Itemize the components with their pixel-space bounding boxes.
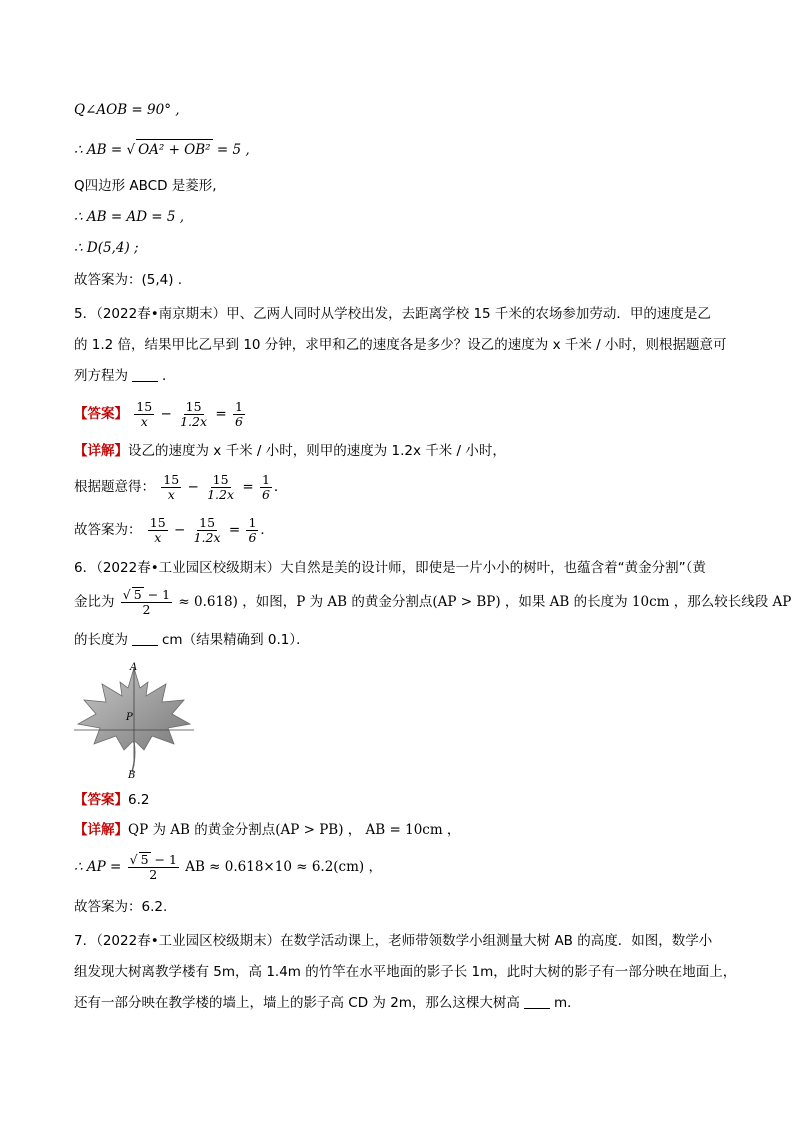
text-q5-detail: 设乙的速度为 x 千米 / 小时，则甲的速度为 1.2x 千米 / 小时， xyxy=(128,443,506,459)
question-6-line-1 xyxy=(74,558,734,578)
solution-line-rhombus xyxy=(74,176,734,196)
frac-num-rest: − 1 xyxy=(150,852,177,867)
fraction xyxy=(148,516,168,545)
label-p: P xyxy=(126,712,133,723)
text-q5-a: 5．（2022春•南京期末）甲、乙两人同时从学校出发，去距离学校 15 千米的农场参加劳动．甲的速度是乙 xyxy=(74,306,711,322)
frac-num: 1 xyxy=(234,398,243,414)
frac-num: 15 xyxy=(149,514,166,530)
frac-radicand: 5 xyxy=(133,587,142,602)
frac-den: 6 xyxy=(261,486,270,502)
answer-blank xyxy=(132,631,158,646)
question-5-detail xyxy=(74,441,734,461)
frac-den: 1.2x xyxy=(193,529,221,545)
question-6-equation xyxy=(74,851,734,883)
frac-num: 15 xyxy=(199,514,216,530)
frac-den: 1.2x xyxy=(180,413,208,429)
text-q7-b: 组发现大树离教学楼有 5m，高 1.4m 的竹竿在水平地面的影子长 1m，此时大树的影子有一部分映在地面上， xyxy=(74,964,737,980)
frac-den: x xyxy=(140,413,148,429)
text-q6-c-pre: 的长度为 xyxy=(74,632,128,648)
answer-blank xyxy=(524,994,550,1009)
frac-num: 15 xyxy=(163,471,180,487)
fraction xyxy=(233,400,245,429)
solution-line-d xyxy=(74,238,734,258)
solution-line-answer-q4 xyxy=(74,270,734,290)
answer-tag: 【答案】 xyxy=(74,406,128,422)
frac-den: 1.2x xyxy=(207,486,235,502)
question-5-equation xyxy=(74,472,734,502)
question-7-line-2 xyxy=(74,962,737,982)
text-q5-eq-pre: 根据题意得： xyxy=(74,479,155,495)
fraction xyxy=(246,516,258,545)
text-q6-a: 6．（2022春•工业园区校级期末）大自然是美的设计师，即使是一片小小的树叶，也蕴含着“黄金分割”（黄 xyxy=(74,560,706,576)
frac-num: 15 xyxy=(185,398,202,414)
question-6-line-2 xyxy=(74,587,792,617)
text-q6-final: 故答案为：6.2. xyxy=(74,899,168,915)
text-q6-eq-post: AB ≈ 0.618×10 ≈ 6.2(cm) ， xyxy=(185,859,382,875)
text-q5-final-pre: 故答案为： xyxy=(74,522,142,538)
text-q7-c-pre: 还有一部分映在教学楼的墙上，墙上的影子高 CD 为 2m，那么这棵大树高 xyxy=(74,995,520,1011)
op-minus: − xyxy=(183,479,204,495)
frac-num: 15 xyxy=(212,471,229,487)
solution-line-ab-sqrt: ∴ AB = √ OA² + OB² = 5 , xyxy=(74,139,734,160)
op-minus: − xyxy=(156,406,177,422)
detail-tag: 【详解】 xyxy=(74,822,128,838)
fraction xyxy=(161,473,181,502)
frac-num-rest: − 1 xyxy=(143,587,171,602)
frac-den: 2 xyxy=(142,602,151,617)
question-5-final xyxy=(74,515,734,545)
fraction xyxy=(192,516,223,545)
fraction xyxy=(205,473,236,502)
frac-den: 6 xyxy=(248,529,257,545)
question-5-answer xyxy=(74,399,734,429)
text-rhombus: Q四边形 ABCD 是菱形, xyxy=(74,178,217,194)
text-q6-detail: QP 为 AB 的黄金分割点(AP > PB) ， AB = 10cm ， xyxy=(128,822,461,838)
text-dot: ． xyxy=(260,522,274,538)
text-q6-answer: 6.2 xyxy=(128,792,150,808)
fraction xyxy=(134,400,154,429)
question-6-answer xyxy=(74,790,734,810)
frac-den: x xyxy=(167,486,175,502)
text-eq-5: = 5 , xyxy=(212,142,250,158)
question-6-detail xyxy=(74,820,734,840)
text-q7-a: 7．（2022春•工业园区校级期末）在数学活动课上，老师带领数学小组测量大树 AB 的高度．如图，数学小 xyxy=(74,933,713,949)
text-q6-b-pre: 金比为 xyxy=(74,594,115,610)
text-q6-b-post: ≈ 0.618) ，如图，P 为 AB 的黄金分割点(AP > BP) ，如果 AB 的长度为 10cm ，那么较长线段 AP xyxy=(178,594,792,610)
text-q7-c-post: m． xyxy=(553,995,581,1011)
text-answer-q4: 故答案为：(5,4) . xyxy=(74,272,183,288)
frac-num: 15 xyxy=(136,398,153,414)
op-minus: − xyxy=(169,522,190,538)
answer-blank xyxy=(132,367,158,382)
frac-num: 1 xyxy=(261,471,270,487)
question-5-line-3 xyxy=(74,366,734,386)
text-q5-c: 列方程为 xyxy=(74,368,128,384)
frac-den: x xyxy=(154,529,162,545)
frac-den: 6 xyxy=(234,413,243,429)
text-q6-eq-pre: ∴ AP = xyxy=(74,859,122,875)
label-b: B xyxy=(128,770,136,780)
op-equals: = xyxy=(224,522,245,538)
fraction xyxy=(260,473,272,502)
question-5-line-1 xyxy=(74,304,734,324)
question-6-final xyxy=(74,897,734,917)
solution-line-angle xyxy=(74,100,734,120)
text-angle-aob: Q∠AOB = 90° , xyxy=(74,102,180,118)
text-radicand: OA² + OB² xyxy=(136,139,213,160)
fraction-golden: $\frac{√ 5 - 1}{2}$ xyxy=(122,587,171,617)
op-equals: = xyxy=(211,406,231,422)
question-5-line-2 xyxy=(74,335,734,355)
question-7-line-1 xyxy=(74,931,734,951)
fraction xyxy=(178,400,209,429)
text-d-coord: ∴ D(5,4) ; xyxy=(74,240,139,256)
text-ab-eq: ∴ AB = xyxy=(74,142,127,158)
leaf-stem xyxy=(132,742,135,772)
question-7-line-3 xyxy=(74,993,734,1013)
answer-tag: 【答案】 xyxy=(74,792,128,808)
text-q5-c-end: ． xyxy=(162,368,176,384)
frac-num: 1 xyxy=(248,514,257,530)
op-equals: = xyxy=(238,479,258,495)
fraction-golden: $\frac{√ 5 - 1}{2}$ xyxy=(129,852,177,882)
detail-tag: 【详解】 xyxy=(74,443,128,459)
text-q5-b: 的 1.2 倍，结果甲比乙早到 10 分钟，求甲和乙的速度各是多少？设乙的速度为 x 千米 / 小时，则根据题意可 xyxy=(74,337,727,353)
label-a: A xyxy=(130,662,138,673)
solution-line-ab-ad xyxy=(74,207,734,227)
maple-leaf-figure xyxy=(74,662,194,780)
frac-den: 2 xyxy=(149,867,158,882)
text-dot: ． xyxy=(273,479,288,495)
frac-radicand: 5 xyxy=(140,852,149,867)
text-q6-c-post: cm（结果精确到 0.1）． xyxy=(162,632,310,648)
question-6-line-3 xyxy=(74,630,734,650)
text-ab-ad: ∴ AB = AD = 5 , xyxy=(74,209,185,225)
